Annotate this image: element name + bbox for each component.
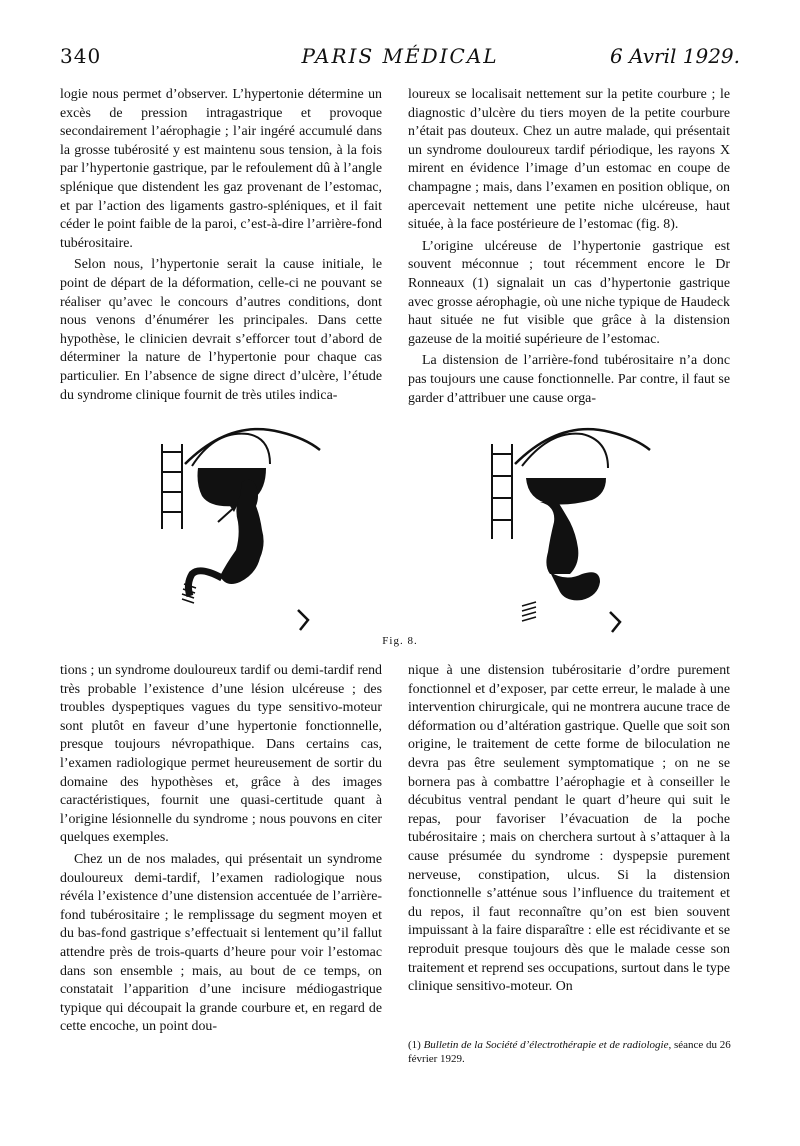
- page-number: 340: [60, 44, 102, 68]
- mark-chevron: [610, 612, 620, 632]
- journal-title: PARIS MÉDICAL: [301, 44, 499, 68]
- stomach-drawing-right: [492, 429, 650, 632]
- footnote-session: séance du 26 février 1929.: [408, 1039, 731, 1065]
- gas-filled-fundus: [526, 478, 606, 505]
- paragraph: logie nous permet d’observer. L’hypertonie détermine un excès de pression intragastrique et provoque secondairement l’aérophagie ; l’air ingéré accumulé dans la grosse tubérosité y est maintenu sous tension, à la fois par l’hypertonie gastrique, par le refoulement dû à l’angle splénique que distendent les gaz provenant de l’estomac, et par l’action des ligaments gastro-spléniques, et il fait céder le point faible de la paroi, c’est-à-dire l’arrière-fond tubérositaire.: [60, 87, 382, 251]
- footnote-marker: (1): [408, 1039, 421, 1051]
- pylorus-hatch: [522, 602, 536, 621]
- footnote: [408, 1038, 738, 1066]
- paragraph: nique à une distension tubérositarie d’ordre purement fonctionnel et d’exposer, par cette erreur, le malade à une intervention chirurgicale, qui ne montrera aucune trace de déformation ou d’altération gastrique. Quelle que soit son origine, le traitement de cette forme de biloculation ne devra pas être seulement symptomatique ; on ne se bornera pas à combattre l’aérophagie et à conseiller le décubitus ventral pendant le quart d’heure qui suit le repas, pour favoriser l’évacuation de la poche tubérositaire ; mais on cherchera surtout à s’attaquer à la cause présumée du syndrome : dyspepsie purement nerveuse, constipation, ulcus. Si la distension fonctionnelle s’atténue sous l’influence du traitement et du repos, il faut reconnaître qu’on est bien souvent impuissant à la faire disparaître : elle est récidivante et se reproduit presque toujours dès que le malade cesse son traitement et reprend ses occupations, surtout dans le type clinique sensitivo-moteur. On: [408, 663, 730, 995]
- fundus-outline: [192, 434, 270, 466]
- paragraph: Selon nous, l’hypertonie serait la cause initiale, le point de départ de la déformation, celle-ci ne pouvant se réaliser qu’avec le concours d’autres conditions, dont nous venons d’énumérer les principales. Dans cette hypothèse, le clinicien devrait s’efforcer tout d’abord de déterminer la nature de l’hypertonie pour chaque cas particulier. En l’absence de signe direct d’ulcère, l’étude du syndrome clinique fournit de très utiles indica-: [60, 257, 382, 403]
- paragraph: tions ; un syndrome douloureux tardif ou demi-tardif rend très probable l’existence d’une lésion ulcéreuse ; des troubles dyspeptiques vagues du type sensitivo-moteur sont plutôt en faveur d’une hypertonie fonctionnelle, presque toujours névropathique. Dans certains cas, l’examen radiologique permet heureusement de sortir du domaine des hypothèses et, grâce à des images caractéristiques, fournit une quasi-certitude quant à l’origine lésionnelle du syndrome ; nous pouvons en citer quelques exemples.: [60, 663, 382, 846]
- column-top-left: [60, 86, 382, 405]
- column-top-right: [408, 86, 730, 408]
- figure-caption: Fig. 8.: [382, 635, 418, 647]
- column-bottom-left: [60, 662, 382, 1037]
- page-header: [60, 44, 740, 70]
- antrum: [550, 572, 600, 600]
- paragraph: L’origine ulcéreuse de l’hypertonie gastrique est souvent méconnue ; tout récemment encore le Dr Ronneaux (1) signalait un cas d’hypertonie gastrique avec grosse aérophagie, où une niche typique de Haudeck haut située ne fut visible que grâce à la distension gazeuse de la moitié supérieure de l’estomac.: [408, 238, 730, 347]
- paragraph: La distension de l’arrière-fond tubérositaire n’a donc pas toujours une cause fonctionnelle. Par contre, il faut se garder d’attribuer une cause orga-: [408, 353, 730, 406]
- mark-chevron: [298, 610, 308, 630]
- figure-8-radiograph-drawings: [130, 424, 670, 654]
- fundus-outline: [522, 434, 608, 468]
- stomach-body: [540, 502, 578, 574]
- footnote-source: Bulletin de la Société d’électrothérapie et de radiologie,: [423, 1039, 672, 1051]
- stomach-drawing-left: [162, 429, 320, 630]
- issue-date: 6 Avril 1929.: [610, 44, 740, 68]
- ladder-scale: [162, 444, 182, 529]
- ladder-scale: [492, 444, 512, 539]
- paragraph: loureux se localisait nettement sur la petite courbure ; le diagnostic d’ulcère du tiers moyen de la petite courbure n’était pas douteux. Chez un autre malade, qui présentait un syndrome douloureux tardif périodique, les rayons X mirent en évidence l’image d’un estomac en coupe de champagne ; mais, dans l’examen en position oblique, on apercevait nettement une petite niche ulcéreuse, haut située, à la face postérieure de l’estomac (fig. 8).: [408, 87, 730, 233]
- column-bottom-right: [408, 662, 730, 997]
- paragraph: Chez un de nos malades, qui présentait un syndrome douloureux demi-tardif, l’examen radiologique nous révéla l’existence d’une distension accentuée de l’arrière-fond tubérositaire ; le remplissage du segment moyen et du bas-fond gastrique s’effectuait si lentement qu’il fallut attendre près de trois-quarts d’heure pour voir l’estomac dans son ensemble ; mais, au bout de ce temps, on constatait l’apparition d’une incisure médiogastrique typique qui découpait la grande courbure et, en regard de cette encoche, un point dou-: [60, 851, 382, 1035]
